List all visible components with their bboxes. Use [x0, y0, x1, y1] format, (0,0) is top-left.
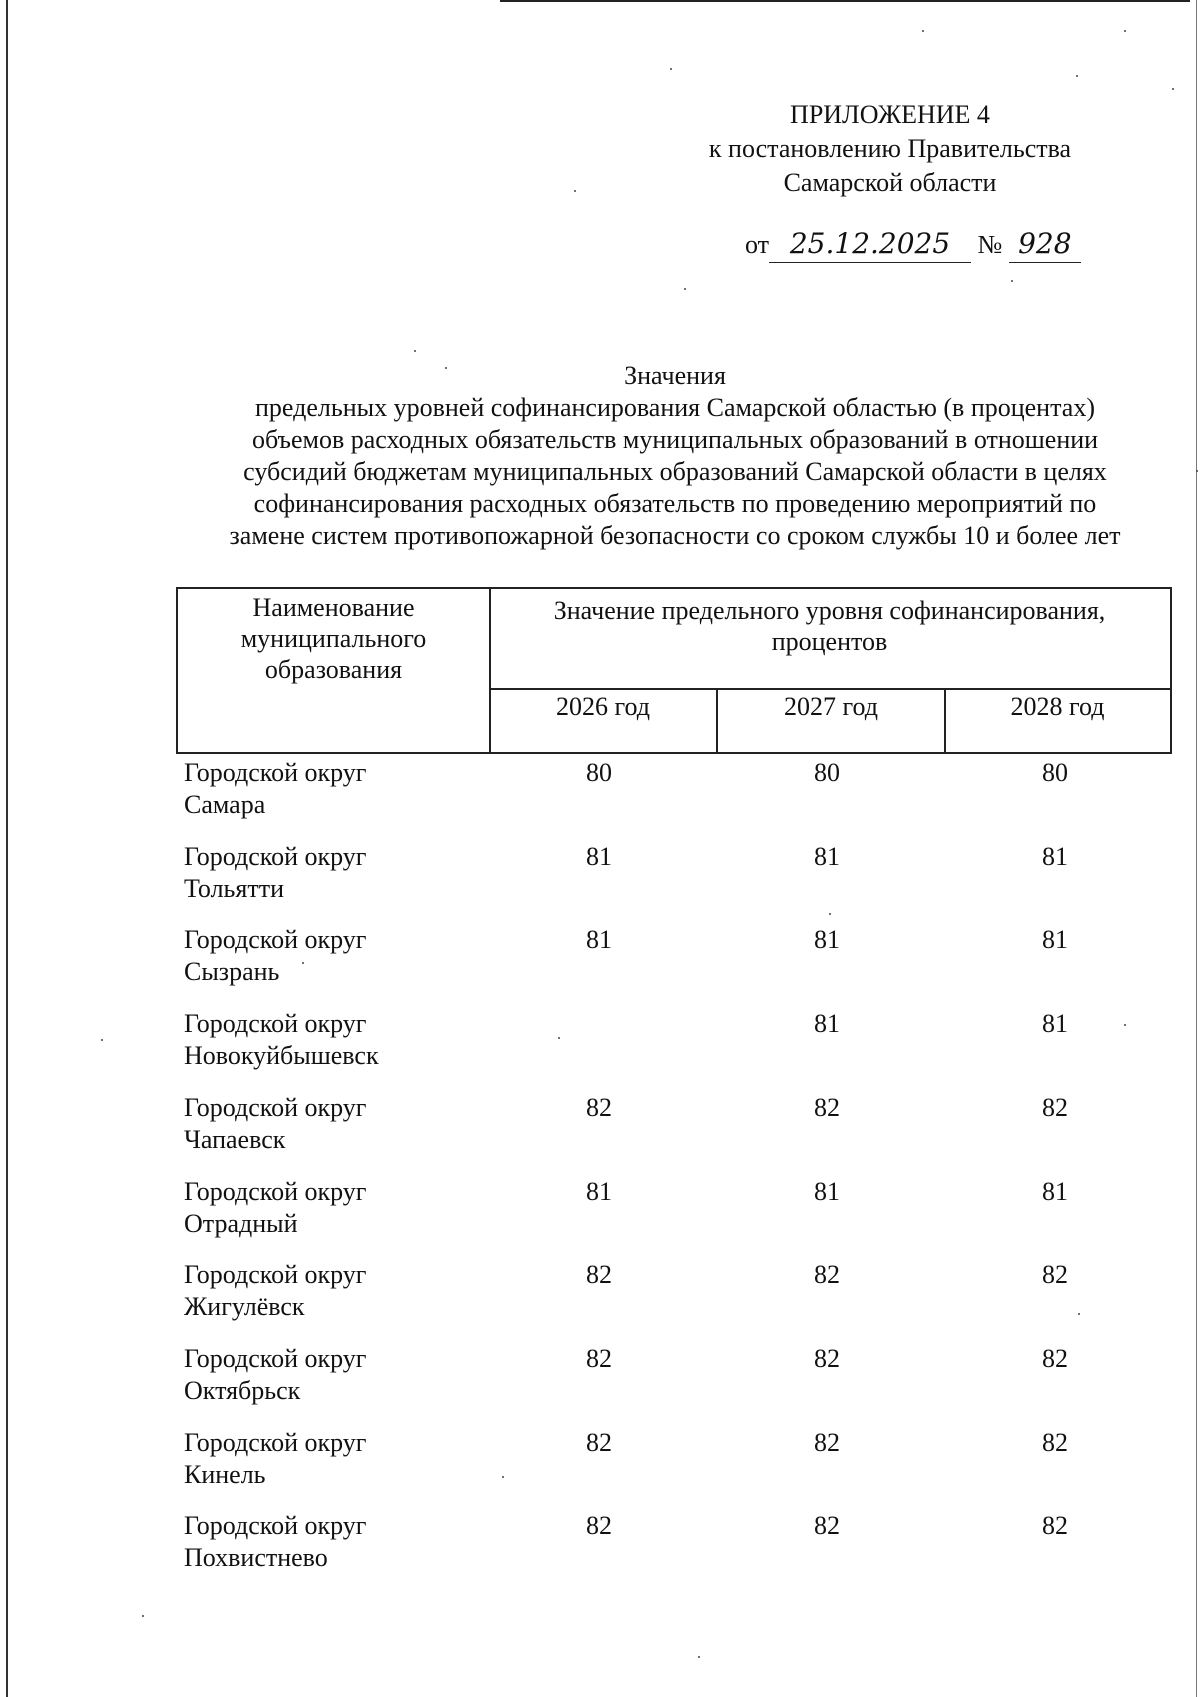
municipality-name	[184, 1343, 484, 1407]
title-line-1: Значения	[624, 361, 726, 390]
value-2026: 82	[586, 1428, 612, 1457]
title-line-3: объемов расходных обязательств муниципальных образований в отношении	[251, 425, 1099, 454]
scan-speck	[574, 190, 576, 192]
name-line: Сызрань	[184, 957, 280, 986]
table-row	[184, 924, 1174, 1008]
value-2026: 82	[586, 1260, 612, 1289]
table-row	[184, 1092, 1174, 1176]
value-column-header	[489, 595, 1170, 657]
value-2027: 82	[814, 1428, 840, 1457]
value-2027: 82	[814, 1260, 840, 1289]
municipality-name	[184, 757, 484, 821]
name-line: Городской округ	[184, 758, 367, 787]
appendix-title: ПРИЛОЖЕНИЕ 4	[790, 100, 990, 129]
name-line: Городской округ	[184, 1511, 367, 1540]
scan-speck	[142, 1615, 144, 1617]
scan-speck	[684, 288, 686, 290]
value-header-line: процентов	[771, 627, 888, 656]
name-header-line: муниципального	[240, 624, 427, 653]
year-header-2028: 2028 год	[1010, 692, 1105, 721]
name-line: Тольятти	[184, 874, 285, 903]
value-2028: 81	[1042, 1177, 1068, 1206]
table-row	[184, 757, 1174, 841]
scan-top-edge-line	[500, 0, 1190, 2]
scan-speck	[1196, 470, 1198, 472]
value-2027: 82	[814, 1511, 840, 1540]
municipality-name	[184, 841, 484, 905]
order-date-number	[745, 226, 1081, 263]
value-2026: 81	[586, 1177, 612, 1206]
value-2026: 80	[586, 758, 612, 787]
name-line: Городской округ	[184, 925, 367, 954]
title-line-5: софинансирования расходных обязательств по проведению мероприятий по	[253, 489, 1097, 518]
appendix-region-line: Самарской области	[783, 168, 997, 197]
municipality-name	[184, 924, 484, 988]
value-2026: 82	[586, 1511, 612, 1540]
scan-speck	[698, 1656, 700, 1658]
handwritten-number: 928	[1009, 226, 1081, 263]
name-column-header	[178, 592, 489, 685]
table-header	[176, 587, 1172, 754]
value-2028: 82	[1042, 1344, 1068, 1373]
value-2028: 82	[1042, 1093, 1068, 1122]
name-line: Похвистнево	[184, 1543, 328, 1572]
scan-speck	[1124, 1024, 1126, 1026]
table-row	[184, 1176, 1174, 1260]
value-2028: 80	[1042, 758, 1068, 787]
scan-speck	[1011, 280, 1013, 282]
scan-speck	[445, 367, 447, 369]
value-2028: 82	[1042, 1260, 1068, 1289]
value-2028: 82	[1042, 1511, 1068, 1540]
name-line: Октябрьск	[184, 1376, 301, 1405]
value-2026: 82	[586, 1344, 612, 1373]
from-label: от	[745, 230, 770, 259]
name-line: Городской округ	[184, 1177, 367, 1206]
name-line: Городской округ	[184, 842, 367, 871]
value-2028: 81	[1042, 842, 1068, 871]
scan-speck	[1078, 1313, 1080, 1315]
scan-speck	[670, 68, 672, 70]
scan-speck	[558, 1037, 560, 1039]
value-2027: 82	[814, 1093, 840, 1122]
value-2028: 82	[1042, 1428, 1068, 1457]
municipality-name	[184, 1092, 484, 1156]
title-line-4: субсидий бюджетам муниципальных образований Самарской области в целях	[243, 457, 1107, 486]
value-2026: 81	[586, 842, 612, 871]
municipality-name	[184, 1510, 484, 1574]
year-header-2026: 2026 год	[556, 692, 650, 721]
scan-speck	[1172, 88, 1174, 90]
table-row	[184, 841, 1174, 925]
name-line: Самара	[184, 790, 266, 819]
value-2028: 81	[1042, 925, 1068, 954]
table-row	[184, 1259, 1174, 1343]
table-row	[184, 1008, 1174, 1092]
value-2027: 81	[814, 1009, 840, 1038]
name-line: Отрадный	[184, 1209, 298, 1238]
name-line: Жигулёвск	[184, 1292, 305, 1321]
table-row	[184, 1427, 1174, 1511]
name-line: Городской округ	[184, 1344, 367, 1373]
name-line: Городской округ	[184, 1260, 367, 1289]
name-line: Чапаевск	[184, 1125, 286, 1154]
title-line-2: предельных уровней софинансирования Самарской областью (в процентах)	[255, 393, 1095, 422]
scan-speck	[922, 30, 924, 32]
table-row	[184, 1343, 1174, 1427]
value-2027: 80	[814, 758, 840, 787]
value-2027: 81	[814, 925, 840, 954]
table-row	[184, 1510, 1174, 1594]
scan-speck	[302, 962, 304, 964]
document-title	[160, 360, 1190, 552]
municipality-name	[184, 1008, 484, 1072]
scan-speck	[414, 350, 416, 352]
scan-right-edge-line	[1196, 0, 1197, 1697]
value-header-line: Значение предельного уровня софинансирования,	[553, 596, 1106, 625]
value-2026: 81	[586, 925, 612, 954]
value-2027: 81	[814, 842, 840, 871]
scan-speck	[502, 1476, 504, 1478]
header-divider-years	[489, 688, 1170, 690]
name-line: Городской округ	[184, 1009, 367, 1038]
number-label: №	[977, 230, 1003, 259]
name-header-line: Наименование	[252, 593, 415, 622]
appendix-resolution-line: к постановлению Правительства	[708, 134, 1072, 163]
scan-speck	[1124, 30, 1126, 32]
scan-left-edge-line	[6, 0, 8, 1697]
scan-speck	[1076, 75, 1078, 77]
scan-speck	[101, 1039, 103, 1041]
handwritten-date: 25.12.2025	[769, 226, 971, 263]
municipality-name	[184, 1259, 484, 1323]
value-2026: 82	[586, 1093, 612, 1122]
value-2027: 81	[814, 1177, 840, 1206]
municipality-name	[184, 1427, 484, 1491]
name-line: Кинель	[184, 1460, 266, 1489]
title-line-6: замене систем противопожарной безопасности со сроком службы 10 и более лет	[229, 521, 1121, 550]
year-header-2027: 2027 год	[784, 692, 878, 721]
name-line: Городской округ	[184, 1428, 367, 1457]
value-2028: 81	[1042, 1009, 1068, 1038]
name-line: Городской округ	[184, 1093, 367, 1122]
municipality-name	[184, 1176, 484, 1240]
name-header-line: образования	[264, 655, 403, 684]
value-2027: 82	[814, 1344, 840, 1373]
appendix-block	[690, 98, 1090, 200]
scan-speck	[829, 913, 831, 915]
name-line: Новокуйбышевск	[184, 1041, 379, 1070]
